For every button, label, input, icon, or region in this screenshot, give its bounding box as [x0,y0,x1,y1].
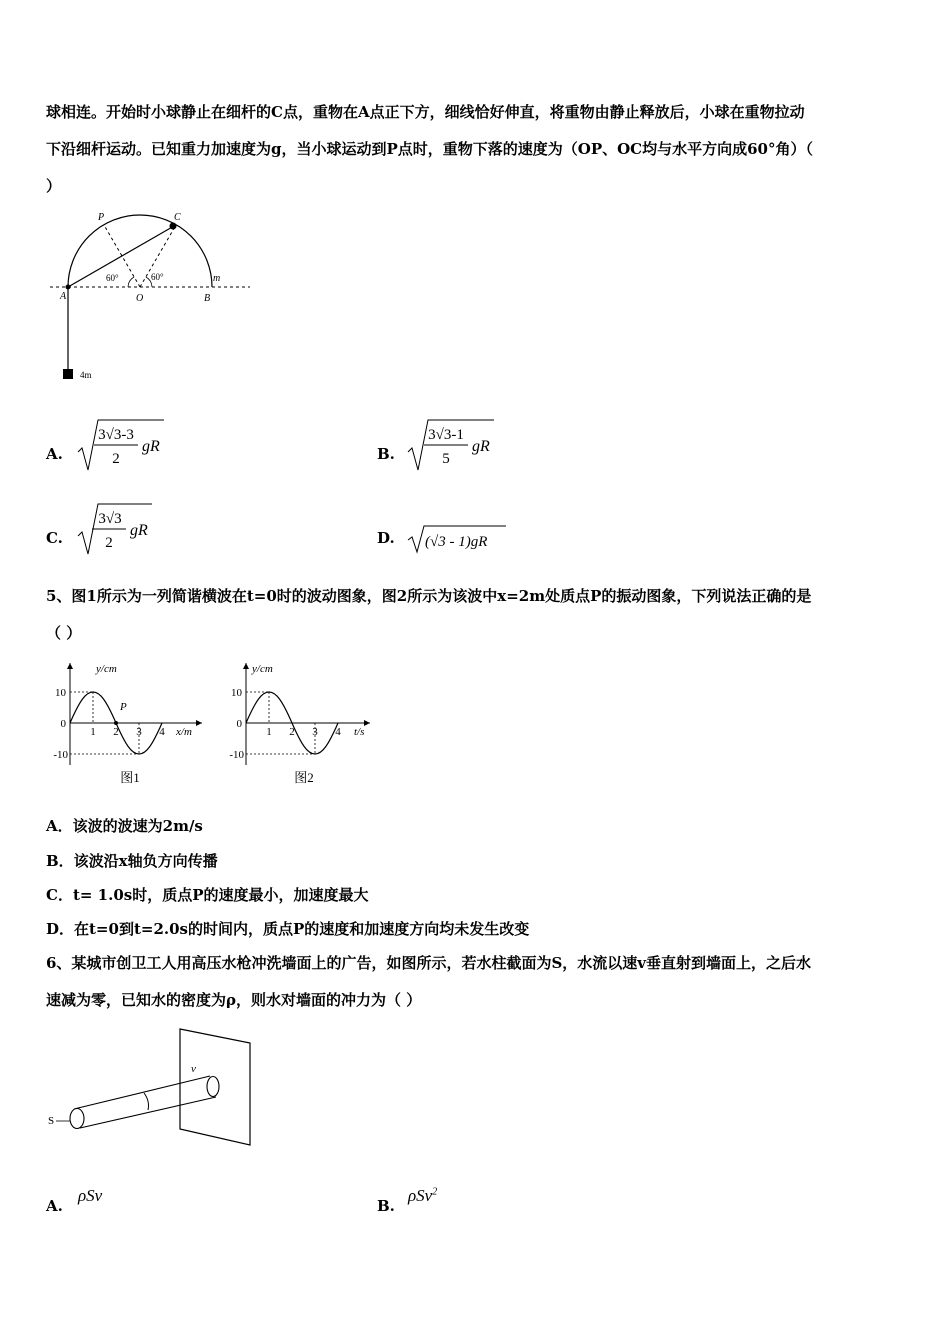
q4-option-a-formula [76,416,176,474]
q4-option-c-formula [76,500,176,558]
q5-option-c[interactable]: C．t= 1.0s时，质点P的速度最小，加速度最大 [46,886,369,904]
q4-option-b-label[interactable]: B. [377,445,395,463]
ytick-0: 0 [60,718,66,730]
q6-option-a-formula: ρSv [78,1186,103,1205]
y-axis-arrow [67,663,73,669]
ytick-10: 10 [55,687,66,699]
label-o: O [136,293,144,304]
t-axis-arrow [364,720,370,726]
q5-option-a[interactable]: A．该波的波速为2m/s [46,817,203,835]
q5-option-b[interactable]: B．该波沿x轴负方向传播 [46,852,218,870]
q6-option-b-label[interactable]: B. [377,1197,395,1215]
y-axis-label: y/cm [96,663,117,675]
q4-text-line1: 球相连。开始时小球静止在细杆的C点，重物在A点正下方，细线恰好伸直，将重物由静止释放后，小球在重物拉动 [46,103,805,121]
q4-option-a-label[interactable]: A. [46,445,63,463]
q4-option-d-label[interactable]: D. [377,529,395,547]
q4-option-d-formula [406,522,516,556]
xtick-4: 4 [159,726,165,738]
ttick-3: 3 [312,726,318,738]
column-end-wall [207,1077,219,1097]
formula-base: ρSv [408,1186,433,1205]
ttick-2: 2 [289,726,295,738]
label-a: A [60,291,67,302]
ttick-4: 4 [335,726,341,738]
ttick-1: 1 [266,726,272,738]
q5-fig1-wave-graph [44,655,214,790]
q5-text-line2: （ ） [46,624,82,642]
formula-tail: gR [472,438,490,455]
q4-text-line3: ） [46,177,62,195]
q6-water-gun-figure [44,1025,264,1150]
ball-c [170,223,177,230]
q4-semicircle-figure [40,205,270,385]
point-p [114,721,118,725]
q4-text-line2: 下沿细杆运动。已知重力加速度为g，当小球运动到P点时，重物下落的速度为（OP、OC均与水平方向成60°角）（ [46,140,813,158]
fraction-numerator: 3√3 [98,511,122,527]
q6-text-line1: 6、某城市创卫工人用高压水枪冲洗墙面上的广告，如图所示，若水柱截面为S，水流以速v垂直射到墙面上，之后水 [46,954,811,972]
column-section-line [144,1093,149,1110]
semicircle-rod [68,215,212,287]
angle-arc-left [128,277,134,287]
q5-option-d[interactable]: D．在t=0到t=2.0s的时间内，质点P的速度和加速度方向均未发生改变 [46,920,530,938]
label-angle-right: 60° [151,272,164,282]
q6-text-line2: 速减为零，已知水的密度为ρ，则水对墙面的冲力为（ ） [46,991,422,1009]
column-end-left [70,1109,84,1129]
fraction-denominator: 2 [112,451,120,467]
weight-block [63,369,73,379]
formula-tail: gR [142,438,160,455]
label-b: B [204,293,211,304]
label-v: v [191,1063,196,1075]
formula-expression: (√3 - 1)gR [425,534,488,550]
label-s: S [48,1115,55,1127]
q6-option-a-label[interactable]: A. [46,1197,63,1215]
t-axis-label: t/s [354,726,365,738]
xtick-1: 1 [90,726,96,738]
label-p: P [98,212,105,223]
q4-option-b-formula [406,416,506,474]
y-axis-arrow [243,663,249,669]
fraction-denominator: 5 [442,451,450,467]
xtick-3: 3 [136,726,142,738]
fraction-numerator: 3√3-3 [98,427,134,443]
label-m: m [213,273,221,284]
fraction-denominator: 2 [105,535,113,551]
y-axis-label: y/cm [252,663,273,675]
caption: 图2 [294,770,314,785]
label-c: C [174,212,181,223]
q6-option-b-formula [408,1186,437,1206]
ytick-neg10: -10 [229,749,244,761]
x-axis-arrow [196,720,202,726]
x-axis-label: x/m [176,726,192,738]
q4-option-c-label[interactable]: C. [46,529,63,547]
xtick-2: 2 [113,726,119,738]
q5-text-line1: 5、图1所示为一列简谐横波在t=0时的波动图象，图2所示为该波中x=2m处质点P的振动图象，下列说法正确的是 [46,587,812,605]
ytick-neg10: -10 [53,749,68,761]
label-weight: 4m [80,370,92,380]
caption: 图1 [120,770,140,785]
q5-fig2-vibration-graph [220,655,390,790]
formula-tail: gR [130,522,148,539]
fraction-numerator: 3√3-1 [428,427,464,443]
label-angle-left: 60° [106,273,119,283]
formula-exponent: 2 [432,1186,438,1198]
ytick-0: 0 [236,718,242,730]
ytick-10: 10 [231,687,242,699]
label-p: P [120,701,127,713]
